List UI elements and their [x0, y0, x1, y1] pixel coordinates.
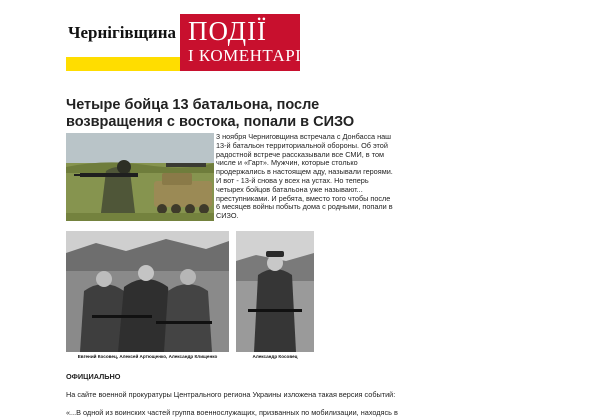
photo-caption-group: Евгений Косовец, Алексей Артющенко, Александр Клищенко [66, 352, 229, 361]
logo-region-name: Чернігівщина [68, 23, 177, 42]
logo-title-line1: ПОДІЇ [188, 16, 268, 46]
section-label-official: ОФИЦИАЛЬНО [66, 372, 121, 381]
article-photo-single [236, 231, 314, 361]
article-photo-soldier [66, 133, 214, 221]
logo-title-line2: І КОМЕНТАРІ [188, 46, 302, 65]
logo-right-block [180, 14, 300, 71]
article-title: Четыре бойца 13 батальона, после возвращения с востока, попали в СИЗО [66, 97, 355, 130]
article-paragraph-2: «...В одной из воинских частей группа военнослужащих, призванных по мобилизации, находясь в [66, 408, 398, 417]
article-photo-group [66, 231, 229, 361]
logo-left-block [66, 14, 180, 71]
site-logo[interactable] [66, 14, 300, 71]
article-lead-text: 3 ноября Черниговщина встречала с Донбасса наш 13-й батальон территориальной обороны. Об этой радостной встрече рассказывали все СМИ, в том числе и «Гарт». Мужчин, которые столько продержались в настоящем аду, называли героями. И вот - 13-й снова у всех на устах. Но теперь четырех бойцов батальона уже называют... преступниками. И ребята, вместо того чтобы после 6 месяцев войны побыть дома с родными, попали в СИЗО. [216, 132, 393, 221]
photo-caption-single: Александр Косовец [236, 352, 314, 361]
article-paragraph-1: На сайте военной прокуратуры Центрального региона Украины изложена такая версия событий: [66, 390, 396, 399]
logo-yellow-stripe [66, 57, 180, 71]
